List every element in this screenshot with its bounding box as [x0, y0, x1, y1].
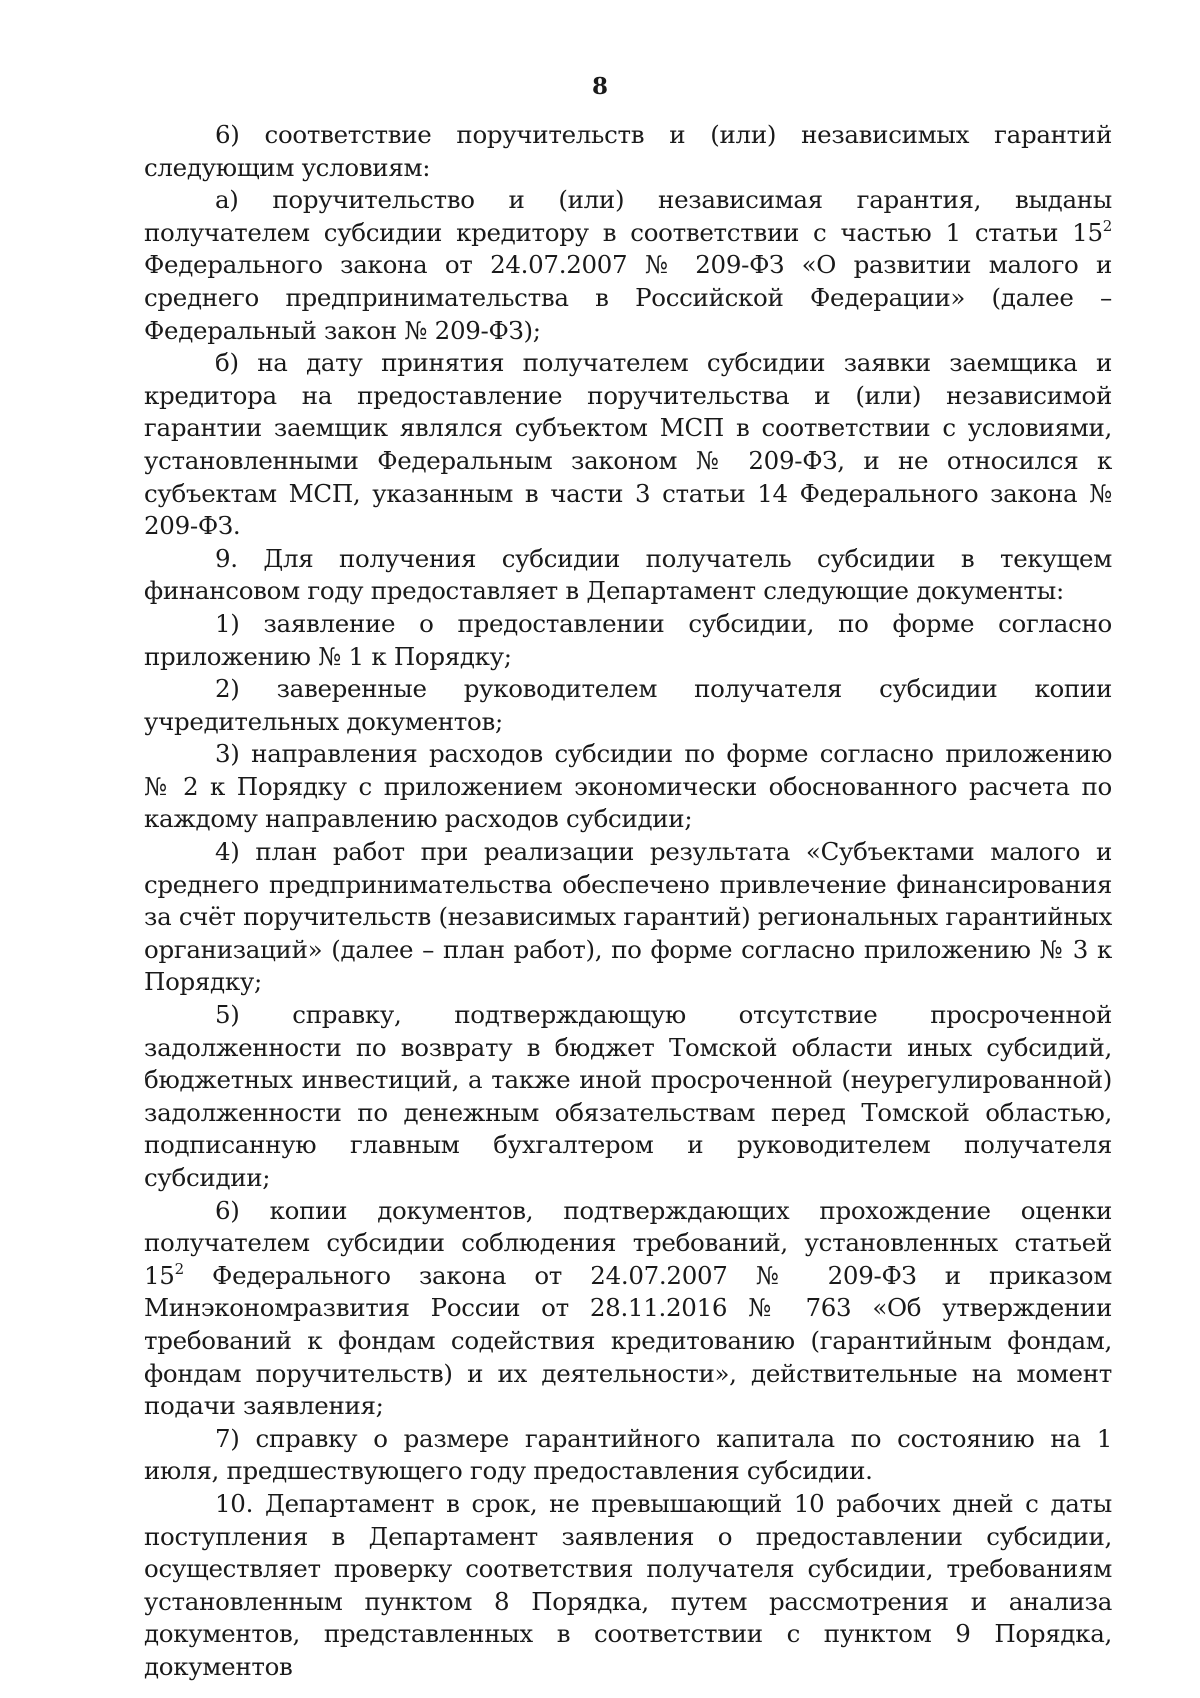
paragraph-9-3-expense-directions	[144, 738, 1112, 836]
paragraph-9-6-assessment-copies	[144, 1195, 1112, 1423]
paragraph-10-department-review	[144, 1488, 1112, 1684]
paragraph-9-5-debt-certificate	[144, 999, 1112, 1195]
paragraph-text: б) на дату принятия получателем субсидии заявки заемщика и кредитора на предоставление поручительства и (или) независимой гарантии заемщик являлся субъектом МСП в соответствии с условиями, установленными Федеральным законом № 209-ФЗ, и не относился к субъектам МСП, указанным в части 3 статьи 14 Федерального закона № 209-ФЗ.	[144, 348, 1112, 541]
paragraph-text: а) поручительство и (или) независимая гарантия, выданы получателем субсидии кредитору в соответствии с частью 1 статьи 15	[144, 185, 1112, 247]
paragraph-a-guarantee-issued	[144, 184, 1112, 347]
paragraph-text: 7) справку о размере гарантийного капитала по состоянию на 1 июля, предшествующего году предоставления субсидии.	[144, 1423, 1112, 1486]
paragraph-text: 6) копии документов, подтверждающих прохождение оценки получателем субсидии соблюдения требований, установленных статьей 15	[144, 1195, 1112, 1290]
paragraph-text: 9. Для получения субсидии получатель субсидии в текущем финансовом году предоставляет в Департамент следующие документы:	[144, 543, 1112, 606]
paragraph-9-1-application	[144, 608, 1112, 673]
paragraph-text: 1) заявление о предоставлении субсидии, по форме согласно приложению № 1 к Порядку;	[144, 608, 1112, 671]
paragraph-text: 4) план работ при реализации результата «Субъектами малого и среднего предпринимательства обеспечено привлечение финансирования за счёт поручительств (независимых гарантий) региональных гарантийных организаций» (далее – план работ), по форме согласно приложению № 3 к Порядку;	[144, 837, 1112, 997]
paragraph-9-documents	[144, 543, 1112, 608]
paragraph-text: Федерального закона от 24.07.2007 № 209-ФЗ и приказом Минэкономразвития России от 28.11.2016 № 763 «Об утверждении требований к фондам содействия кредитованию (гарантийным фондам, фондам поручительств) и их деятельности», действительные на момент подачи заявления;	[144, 1260, 1112, 1421]
paragraph-b-msp-status	[144, 347, 1112, 543]
paragraph-6-guarantee-conditions	[144, 119, 1112, 184]
paragraph-text: 6) соответствие поручительств и (или) независимых гарантий следующим условиям:	[144, 120, 1112, 182]
paragraph-text: 3) направления расходов субсидии по форме согласно приложению № 2 к Порядку с приложением экономически обоснованного расчета по каждому направлению расходов субсидии;	[144, 739, 1112, 834]
page-number: 8	[591, 73, 608, 100]
superscript: 2	[174, 1259, 184, 1278]
paragraph-text: 5) справку, подтверждающую отсутствие просроченной задолженности по возврату в бюджет Томской области иных субсидий, бюджетных инвестиций, а также иной просроченной (неурегулированной) задолженности по денежным обязательствам перед Томской областью, подписанную главным бухгалтером и руководителем получателя субсидии;	[144, 1000, 1112, 1192]
paragraph-9-7-capital-certificate	[144, 1423, 1112, 1488]
document-body	[144, 119, 1112, 1684]
paragraph-text: Федерального закона от 24.07.2007 № 209-ФЗ «О развитии малого и среднего предпринимательства в Российской Федерации» (далее – Федеральный закон № 209-ФЗ);	[144, 250, 1112, 345]
paragraph-9-2-founding-docs	[144, 673, 1112, 738]
paragraph-9-4-work-plan	[144, 836, 1112, 999]
superscript: 2	[1102, 216, 1112, 235]
paragraph-text: 2) заверенные руководителем получателя субсидии копии учредительных документов;	[144, 674, 1112, 736]
paragraph-text: 10. Департамент в срок, не превышающий 10 рабочих дней с даты поступления в Департамент заявления о предоставлении субсидии, осуществляет проверку соответствия получателя субсидии, требованиям установленным пунктом 8 Порядка, путем рассмотрения и анализа документов, представленных в соответствии с пунктом 9 Порядка, документов	[144, 1488, 1112, 1681]
